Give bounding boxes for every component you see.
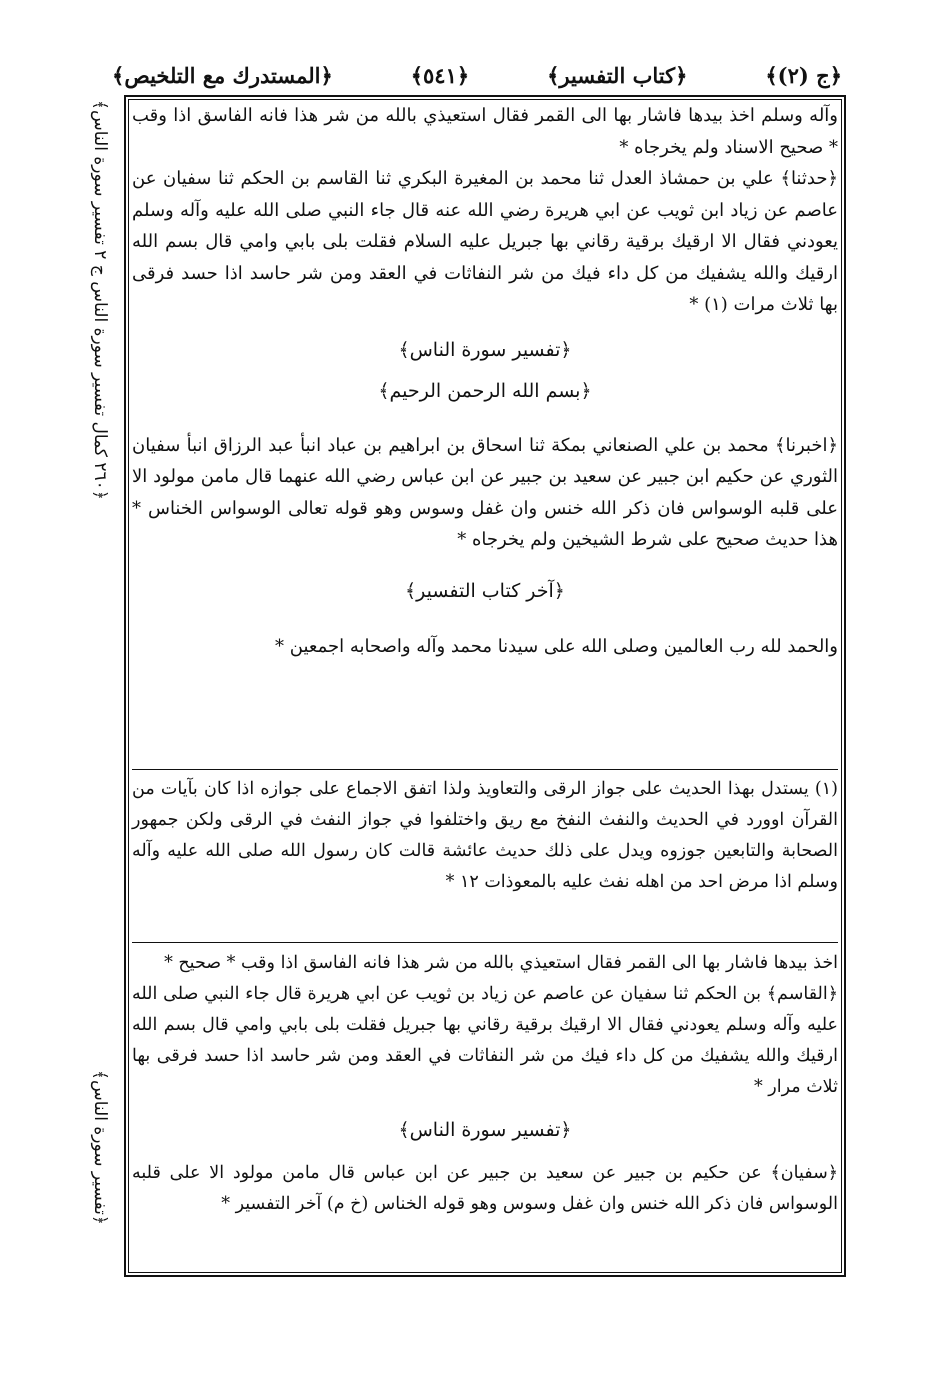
page-header [112, 52, 842, 98]
footnote: (١) يستدل بهذا الحديث على جواز الرقى والتعاويذ ولذا اتفق الاجماع على جوازه اذا كان بآيات من القرآن اوورد في الحديث والنفث النفخ مع ريق واختلفوا في جواز النفث في الرقى ولكن جمهور الصحابة والتابعين جوزوه ويدل على ذلك حديث عائشة قالت كان رسول الله صلى الله عليه وآله وسلم اذا مرض احد من اهله نفث عليه بالمعوذات ١٢ * [132, 779, 838, 892]
main-text [132, 100, 838, 663]
volume-label: ﴿ج (٢)﴾ [765, 62, 842, 88]
surah-heading: ﴿تفسير سورة الناس﴾ [398, 1119, 572, 1141]
paragraph: ﴿القاسم﴾ بن الحكم ثنا سفيان عن عاصم عن زياد بن ثويب عن ابي هريرة قال جاء النبي صلى الله عليه وآله وسلم يعودني فقال الا ارقيك برقية رقاني بها جبريل فقلت بلى بابي وامي قال بسم الله ارقيك والله يشفيك من كل داء فيك من شر النفاثات في العقد ومن شر حاسد اذا حسد فرقى بها ثلاث مرار * [132, 984, 838, 1097]
summary-text [132, 948, 838, 1220]
book-title: ﴿المستدرك مع التلخيص﴾ [112, 62, 333, 88]
paragraph: ﴿حدثنا﴾ علي بن حمشاذ العدل ثنا محمد بن المغيرة البكري ثنا القاسم بن الحكم ثنا سفيان عن عاصم عن زياد ابن ثويب عن ابي هريرة رضي الله عنه قال جاء النبي صلى الله عليه وآله وسلم يعودني فقال الا ارقيك برقية رقاني بها جبريل عليه السلام فقلت بلى بابي وامي قال بسم الله ارقيك والله يشفيك من كل داء فيك من شر النفاثات في العقد ومن شر حاسد اذا حسد فرقى بها ثلاث مرات (١) * [132, 168, 839, 315]
paragraph: والحمد لله رب العالمين وصلى الله على سيدنا محمد وآله واصحابه اجمعين * [275, 636, 838, 657]
basmala-heading: ﴿بسم الله الرحمن الرحيم﴾ [378, 380, 592, 402]
page-number: ﴿٥٤١﴾ [410, 62, 470, 88]
paragraph: ﴿سفيان﴾ عن حكيم بن جبير عن سعيد بن جبير عن ابن عباس قال مامن مولود الا على قلبه الوسواس فان ذكر الله خنس وان غفل وسوس وهو قوله الخناس (خ م) آخر التفسير * [132, 1163, 838, 1214]
paragraph: وآله وسلم اخذ بيدها فاشار بها الى القمر فقال استعيذي بالله من شر هذا فانه الفاسق اذا وقب * صحيح الاسناد ولم يخرجاه * [132, 105, 838, 158]
summary-divider [132, 942, 838, 943]
footnote-divider [132, 769, 838, 770]
paragraph: ﴿اخبرنا﴾ محمد بن علي الصنعاني بمكة ثنا اسحاق بن ابراهيم بن عباد انبأ عبد الرزاق انبأ سفيان الثوري عن حكيم ابن جبير عن سعيد بن جبير عن ابن عباس رضي الله عنهما قال مامن مولود الا على قلبه الوسواس فان ذكر الله خنس وان غفل وسوس وهو قوله تعالى الوسواس الخناس * هذا حديث صحيح على شرط الشيخين ولم يخرجاه * [132, 434, 839, 550]
surah-heading: ﴿تفسير سورة الناس﴾ [398, 338, 572, 361]
margin-note-top: ﴿٢٦٠ كمال تفسير سورة الناس ج ٢ تفسير سورة الناس﴾ [90, 100, 110, 500]
section-title: ﴿كتاب التفسير﴾ [547, 62, 688, 88]
paragraph: اخذ بيدها فاشار بها الى القمر فقال استعيذي بالله من شر هذا فانه الفاسق اذا وقب * صحيح * [164, 953, 838, 973]
book-end-heading: ﴿آخر كتاب التفسير﴾ [405, 579, 565, 602]
margin-note-bottom: ﴿تفسير سورة الناس﴾ [90, 1070, 110, 1225]
